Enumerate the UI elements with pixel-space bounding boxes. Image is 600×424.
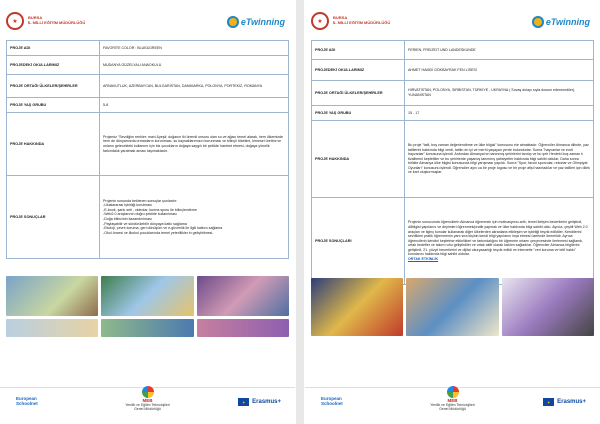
ministry-seal-icon: ★ <box>6 12 24 30</box>
row-key: PROJE YAŞ GRUBU <box>7 98 100 113</box>
activity-photo <box>311 278 403 336</box>
meb-logo <box>113 386 183 411</box>
etwinning-logo <box>227 14 285 30</box>
table-row <box>7 41 289 56</box>
activity-photo <box>101 319 193 337</box>
activity-photo <box>197 276 289 316</box>
row-key: PROJEDEKİ OKULLARIMIZ <box>7 56 100 75</box>
etwinning-label: eTwinning <box>240 17 285 27</box>
row-value: HIRVATİSTAN, POLONYA, SIRBİSTAN, TÜRKİYE , UKRAYNA ( Sovaş dolayı sıyla dosum ederenediler), YUNANİSTAN <box>405 81 594 106</box>
row-value: Bu proje "tatil, boş zaman değerlendirme ve ülke bilgisi" konusunu ele almaktadır. Öğrenciler Almanca dilinde, yaz tatillerini hakkında bilgi verdi, tatilin en iyi ve merhi yaşayan yerde bulundurlar. Sonra "hayvanlar ve evcil hayvanlar" konusuna işlendi. Ardından Almanya'nın tanınmış şehirlerini tanıtıp ve bu şeh Herdeki boş zaman k tivaliterini keşfettiler ve bu şehirlerde yaşamış tanınmış şahsiyetler hakkında bilgi sahibi oldular. Daha sonra birlikte Almanya ülke bilgisi konusunda bilgi yarışması yapıldı. Sonra "Spor, favori sporcular, rekorlar ve Olimpiyat Oyunları" konusunu işlendi. Öğrenciler aynı ca bir proje logosu ve bir proje afişi hazırladılar ve yaz tatilleri için dilek ve kart oluşturmuşlar. <box>405 121 594 198</box>
ministry-seal-icon: ★ <box>311 12 329 30</box>
activity-photo <box>502 278 594 336</box>
row-value: FERIEN, FREIZEIT UND LANDESKUNDE <box>405 41 594 60</box>
table-row <box>312 106 594 121</box>
project-table-left <box>6 40 289 259</box>
row-value: 15 - 17 <box>405 106 594 121</box>
row-key: PROJE HAKKINDA <box>7 113 100 176</box>
photo-strip-left <box>6 276 289 316</box>
ortak-etkinlik-link[interactable]: ORTAK ETKİNLİK <box>408 257 439 262</box>
page-footer <box>6 386 289 416</box>
right-page <box>305 0 600 424</box>
row-key: PROJE HAKKINDA <box>312 121 405 198</box>
european-schoolnet-logo: European Schoolnet <box>321 396 343 406</box>
etwinning-star-icon <box>227 16 239 28</box>
table-row <box>7 75 289 98</box>
row-value <box>405 198 594 285</box>
photo-strip-right <box>311 278 594 336</box>
etwinning-label: eTwinning <box>545 17 590 27</box>
table-row <box>7 113 289 176</box>
row-key: PROJE YAŞ GRUBU <box>312 106 405 121</box>
meb-subtitle: Yenilik ve Eğitim Teknolojileri Genel Müdürlüğü <box>430 403 475 411</box>
row-key: PROJE SONUÇLAR <box>7 176 100 259</box>
row-key: PROJEDEKİ OKULLARIMIZ <box>312 60 405 81</box>
results-text: Projenin sonucunda öğrencilerin Almanca öğrenmek için motivasyonu arttı, temel iletişim becerilerini geliştirdi, dilbilgisi yapılarını ve deyimleri öğrenmek/pratik yapmak ve ülke hakkında bilgi sahibi oldu. Ayrıca, çeşitli Web 2.0 araçları ve ilginç konular kullanarak diğer ülkelerden akranlarla etkileşim ve işbirliği teşvik edildiler. Kendilerini sevdikleri pratik öğrenmenin yanı sıra kişinin kendi bilgi yapılarını inşa etmesi üzerinde önemlidir. Ayrıca öğrencilerin kendini keşfetme etkinlikleri ve farkındalığını bir öğrenme ortamı çerçevesinde ilerlemesi sağlandı, ortak hedefler ve takım ruhu geliştirdiler ve ortak aktif olarak katılım sağladılar. Öğrenciler Almanca bilgilerini geliştirdi, 21. yüzyıl becerilerini ve dijital okuryazarlığı teşvik edildi ve internette "veri koruma ve telif hakkı" konularını hakkında bilgi sahibi oldular. <box>408 220 588 257</box>
activity-photo <box>6 276 98 316</box>
left-page <box>0 0 295 424</box>
etwinning-star-icon <box>532 16 544 28</box>
row-value: ARNAVUTLUK, AZERBAYCAN, BULGARİSTAN, DANİMARKA, POLONYA, PORTEKİZ, ROMANYA <box>100 75 289 98</box>
page-gutter <box>296 0 304 424</box>
table-row <box>312 81 594 106</box>
ministry-name: BURSA İL MİLLİ EĞİTİM MÜDÜRLÜĞÜ <box>28 15 86 25</box>
row-value: FAVORITE COLOR : BLUE&GREEN <box>100 41 289 56</box>
page-header <box>311 12 594 34</box>
row-key: PROJE ADI <box>7 41 100 56</box>
meb-emblem-icon <box>142 386 154 398</box>
page-footer <box>311 386 594 416</box>
table-row <box>7 176 289 259</box>
erasmus-logo <box>543 398 586 406</box>
row-key: PROJE SONUÇLARI <box>312 198 405 285</box>
table-row <box>7 56 289 75</box>
photo-strip-left-2 <box>6 319 289 337</box>
table-row <box>312 121 594 198</box>
row-key: PROJE ORTAĞI ÜLKELER/ŞEHİRLER <box>312 81 405 106</box>
meb-label: MEB <box>142 398 153 403</box>
erasmus-logo <box>238 398 281 406</box>
meb-logo <box>418 386 488 411</box>
table-row <box>312 198 594 285</box>
activity-photo <box>197 319 289 337</box>
activity-photo <box>101 276 193 316</box>
row-value: Projenin sonunda beklenen sonuçlar şunlardır: -Uluslararası işbirliği kurulması -E-book, şarkı seti , videolar, kurma sporu ile bilinçlendirme -Web2.0 araçlarının doğru şekilde kullanılması -Doğa bilincinin kazandırılması -Paylaşabilir ve sürdürülebilir dünyaya katkı sağlama -Ekoloji, çevre koruma, geri dönüşüm ve e-güvenlik ile ilgili katkını sağlama -Okul öncesi ve ilkokul çocuklarında temel yeterlilikler in geliştirilmesi. <box>100 176 289 259</box>
meb-label: MEB <box>447 398 458 403</box>
table-row <box>7 98 289 113</box>
table-row <box>312 60 594 81</box>
activity-photo <box>406 278 498 336</box>
row-value: Projemiz "Sevdiğim renkler: mavi &yeşil; doğanın iki önemli unsuru olan su ve ağacı temel alarak, hem ülkemizde hem de dünyamızda ormanların korunması, su kaynaklarımızın korunması ve bilinçli tüketimi, kirnesel üretimi ve onların gelecekteki kullanımı için biz çocukların doğaya saygılı bir şekilde hareket etmesi, doğaya yönelik farkındalık yaratmak amacı taşımaktadır. <box>100 113 289 176</box>
meb-subtitle: Yenilik ve Eğitim Teknolojileri Genel Müdürlüğü <box>125 403 170 411</box>
erasmus-label: Erasmus+ <box>557 399 586 405</box>
row-key: PROJE ORTAĞI ÜLKELER/ŞEHİRLER <box>7 75 100 98</box>
row-value: MUDANYA GÜZELYALI ANAOKULU <box>100 56 289 75</box>
eu-flag-icon: ✶ <box>238 398 249 406</box>
european-schoolnet-logo: European Schoolnet <box>16 396 38 406</box>
etwinning-logo <box>532 14 590 30</box>
page-header <box>6 12 289 34</box>
activity-photo <box>6 319 98 337</box>
row-key: PROJE ADI <box>312 41 405 60</box>
eu-flag-icon: ✶ <box>543 398 554 406</box>
row-value: 5-8 <box>100 98 289 113</box>
erasmus-label: Erasmus+ <box>252 399 281 405</box>
project-table-right <box>311 40 594 285</box>
row-value: AHMET HAMDİ GÖKBAYRAK FEN LİSESİ <box>405 60 594 81</box>
meb-emblem-icon <box>447 386 459 398</box>
table-row <box>312 41 594 60</box>
ministry-name: BURSA İL MİLLİ EĞİTİM MÜDÜRLÜĞÜ <box>333 15 391 25</box>
